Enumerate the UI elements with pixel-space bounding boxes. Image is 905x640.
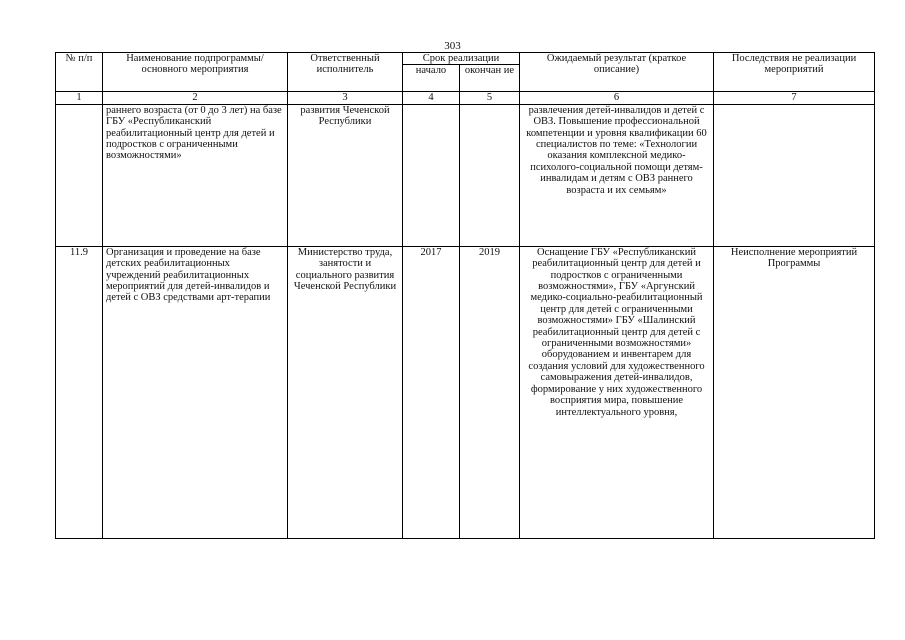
expected-result: развлечения детей-инвалидов и детей с ОВЗ. Повышение профессиональной компетенции и уровня квалификации 60 специалистов по теме: «Технологии оказания комплексной медико-психолого-социальной помощи детям-инвалидам и детям с ОВЗ раннего возраста и их семьям» — [520, 104, 714, 246]
consequence: Неисполнение мероприятий Программы — [714, 246, 875, 538]
end-year — [460, 104, 520, 246]
column-number: 2 — [103, 92, 288, 104]
row-number: 11.9 — [56, 246, 103, 538]
start-year — [403, 104, 460, 246]
row-number — [56, 104, 103, 246]
column-number-row — [56, 92, 875, 104]
table-row — [56, 246, 875, 538]
executor: Министерство труда, занятости и социального развития Чеченской Республики — [288, 246, 403, 538]
header-end: окончан ие — [460, 65, 520, 92]
header-activity-name: Наименование подпрограммы/ основного мероприятия — [103, 53, 288, 92]
activity-name: раннего возраста (от 0 до 3 лет) на базе ГБУ «Республиканский реабилитационный центр для детей и подростков с ограниченными возможностями» — [103, 104, 288, 246]
column-number: 4 — [403, 92, 460, 104]
executor: развития Чеченской Республики — [288, 104, 403, 246]
header-number: № п/п — [56, 53, 103, 92]
consequence — [714, 104, 875, 246]
end-year: 2019 — [460, 246, 520, 538]
column-number: 6 — [520, 92, 714, 104]
page-number: 303 — [444, 40, 461, 52]
column-number: 3 — [288, 92, 403, 104]
table-row — [56, 104, 875, 246]
program-activities-table — [55, 52, 875, 539]
start-year: 2017 — [403, 246, 460, 538]
header-expected-result: Ожидаемый результат (краткое описание) — [520, 53, 714, 92]
header-executor: Ответственный исполнитель — [288, 53, 403, 92]
expected-result: Оснащение ГБУ «Республиканский реабилитационный центр для детей и подростков с ограниченными возможностями», ГБУ «Аргунский медико-социально-реабилитационный центр для детей с ограниченными возможностями» ГБУ «Шалинский реабилитационный центр для детей с ограниченными возможностями» оборудованием и инвентарем для создания условий для художественного самовыражения детей-инвалидов, формирование у них художественного восприятия мира, повышение интеллектуального уровня, — [520, 246, 714, 538]
column-number: 1 — [56, 92, 103, 104]
header-implementation-period: Срок реализации — [403, 53, 520, 65]
header-consequences: Последствия не реализации мероприятий — [714, 53, 875, 92]
header-start: начало — [403, 65, 460, 92]
activity-name: Организация и проведение на базе детских реабилитационных учреждений реабилитационных мероприятий для детей-инвалидов и детей с ОВЗ средствами арт-терапии — [103, 246, 288, 538]
column-number: 7 — [714, 92, 875, 104]
column-number: 5 — [460, 92, 520, 104]
